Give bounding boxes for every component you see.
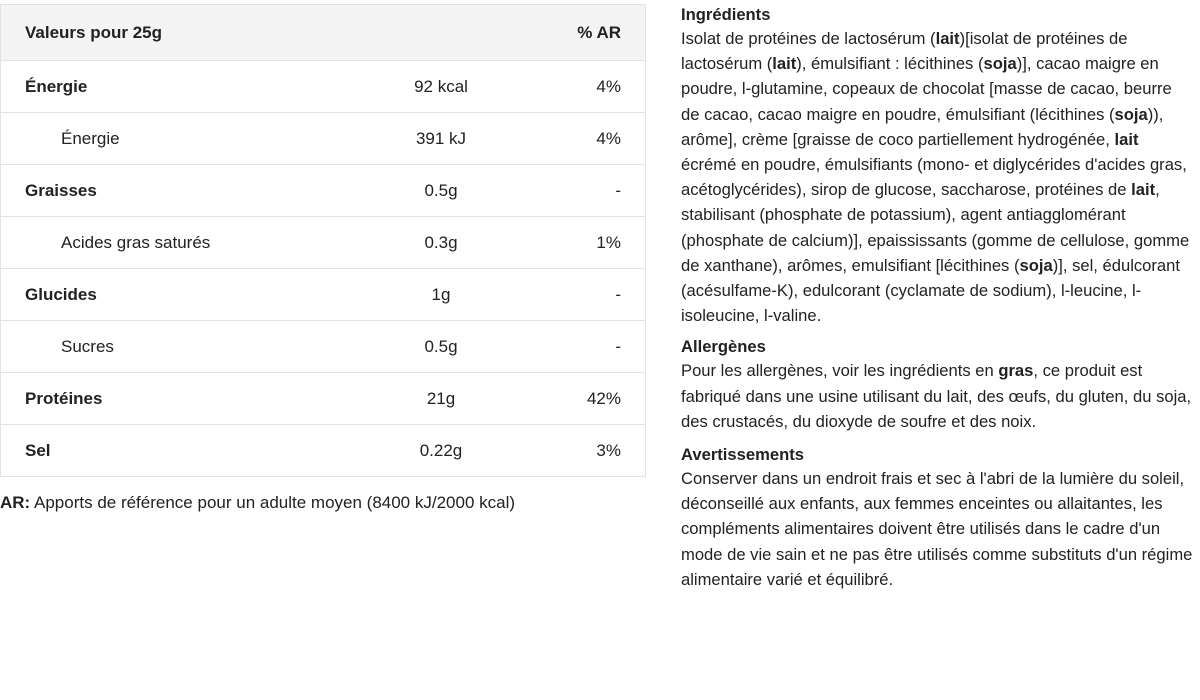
text-segment: ), émulsifiant : lécithines ( [796,54,984,74]
text-segment: )], cacao maigre en poudre, l-glutamine, copeaux de chocolat [masse de cacao, beurre de cacao, cacao maigre en poudre, émulsifiant (lécithines ( [681,54,1172,124]
nutrition-table [0,4,646,477]
allergen-highlight: gras [998,361,1034,381]
allergen-highlight: soja [1019,255,1053,275]
nutrient-label: Protéines [1,373,362,425]
nutrient-ar: 3% [521,425,646,477]
text-segment: )[isolat de protéines de lactosérum ( [681,29,1128,74]
allergens-section [681,336,1193,434]
footnote [0,493,646,513]
nutrition-row [1,269,646,321]
nutrient-label: Glucides [1,269,362,321]
nutrient-ar: - [521,165,646,217]
nutrient-ar: - [521,321,646,373]
text-segment: écrémé en poudre, émulsifiants (mono- et diglycérides d'acides gras, acétoglycérides), sirop de glucose, saccharose, protéines de [681,155,1187,200]
allergen-highlight: soja [1114,104,1148,124]
nutrient-label: Énergie [1,113,362,165]
warnings-text: Conserver dans un endroit frais et sec à l'abri de la lumière du soleil, déconseillé aux enfants, aux femmes enceintes ou allaitantes, les compléments alimentaires doivent être utilisés dans le cadre d'un mode de vie sain et ne pas être utilisés comme substituts d'un régime alimentaire varié et équilibré. [681,469,1193,589]
text-segment: )], sel, édulcorant (acésulfame-K), edulcorant (cyclamate de sodium), l-leucine, l-isoleucine, l-valine. [681,255,1180,326]
nutrient-label: Énergie [1,61,362,113]
allergen-highlight: lait [935,29,960,48]
nutrient-ar: 42% [521,373,646,425]
product-info [681,4,1193,592]
footnote-text: Apports de référence pour un adulte moyen (8400 kJ/2000 kcal) [30,493,516,512]
nutrient-value: 21g [361,373,521,425]
text-segment: , ce produit est fabriqué dans une usine utilisant du lait, des œufs, du gluten, du soja, des crustacés, du dioxyde de soufre et des noix. [681,361,1192,431]
ingredients-title: Ingrédients [681,5,771,24]
nutrition-row [1,217,646,269]
nutrient-value: 1g [361,269,521,321]
nutrient-label: Sucres [1,321,362,373]
nutrition-row [1,61,646,113]
warnings-title: Avertissements [681,445,804,465]
nutrient-value: 0.5g [361,321,521,373]
nutrient-ar: - [521,269,646,321]
nutrient-label: Graisses [1,165,362,217]
nutrition-row [1,113,646,165]
nutrient-ar: 4% [521,61,646,113]
nutrient-ar: 1% [521,217,646,269]
allergen-highlight: lait [772,54,797,74]
nutrient-value: 0.5g [361,165,521,217]
nutrition-row [1,321,646,373]
nutrition-row [1,373,646,425]
nutrition-row [1,165,646,217]
header-label: Valeurs pour 25g [1,5,362,61]
nutrient-ar: 4% [521,113,646,165]
nutrient-label: Acides gras saturés [1,217,362,269]
ingredients-section [681,4,1193,328]
text-segment: , stabilisant (phosphate de potassium), agent antiagglomérant (phosphate de calcium)], epaississants (gomme de cellulose, gomme de xanthane), arômes, emulsifiant [lécithines ( [681,180,1190,275]
nutrition-panel [0,4,646,513]
footnote-abbr: AR: [0,493,31,512]
nutrient-value: 391 kJ [361,113,521,165]
text-segment: Isolat de protéines de lactosérum ( [681,29,936,48]
nutrition-row [1,425,646,477]
nutrient-value: 0.22g [361,425,521,477]
allergens-title: Allergènes [681,337,766,357]
warnings-section [681,444,1193,592]
nutrition-table-header [1,5,646,61]
allergens-text [681,358,1193,434]
allergen-highlight: lait [1131,180,1156,200]
ingredients-text [681,26,1193,328]
nutrient-label: Sel [1,425,362,477]
text-segment: Pour les allergènes, voir les ingrédients en [681,361,999,381]
allergen-highlight: soja [983,54,1017,74]
nutrient-value: 0.3g [361,217,521,269]
header-ar: % AR [521,5,646,61]
allergen-highlight: lait [1114,129,1139,149]
header-value [361,5,521,61]
text-segment: )), arôme], crème [graisse de coco partiellement hydrogénée, [681,104,1164,149]
nutrient-value: 92 kcal [361,61,521,113]
